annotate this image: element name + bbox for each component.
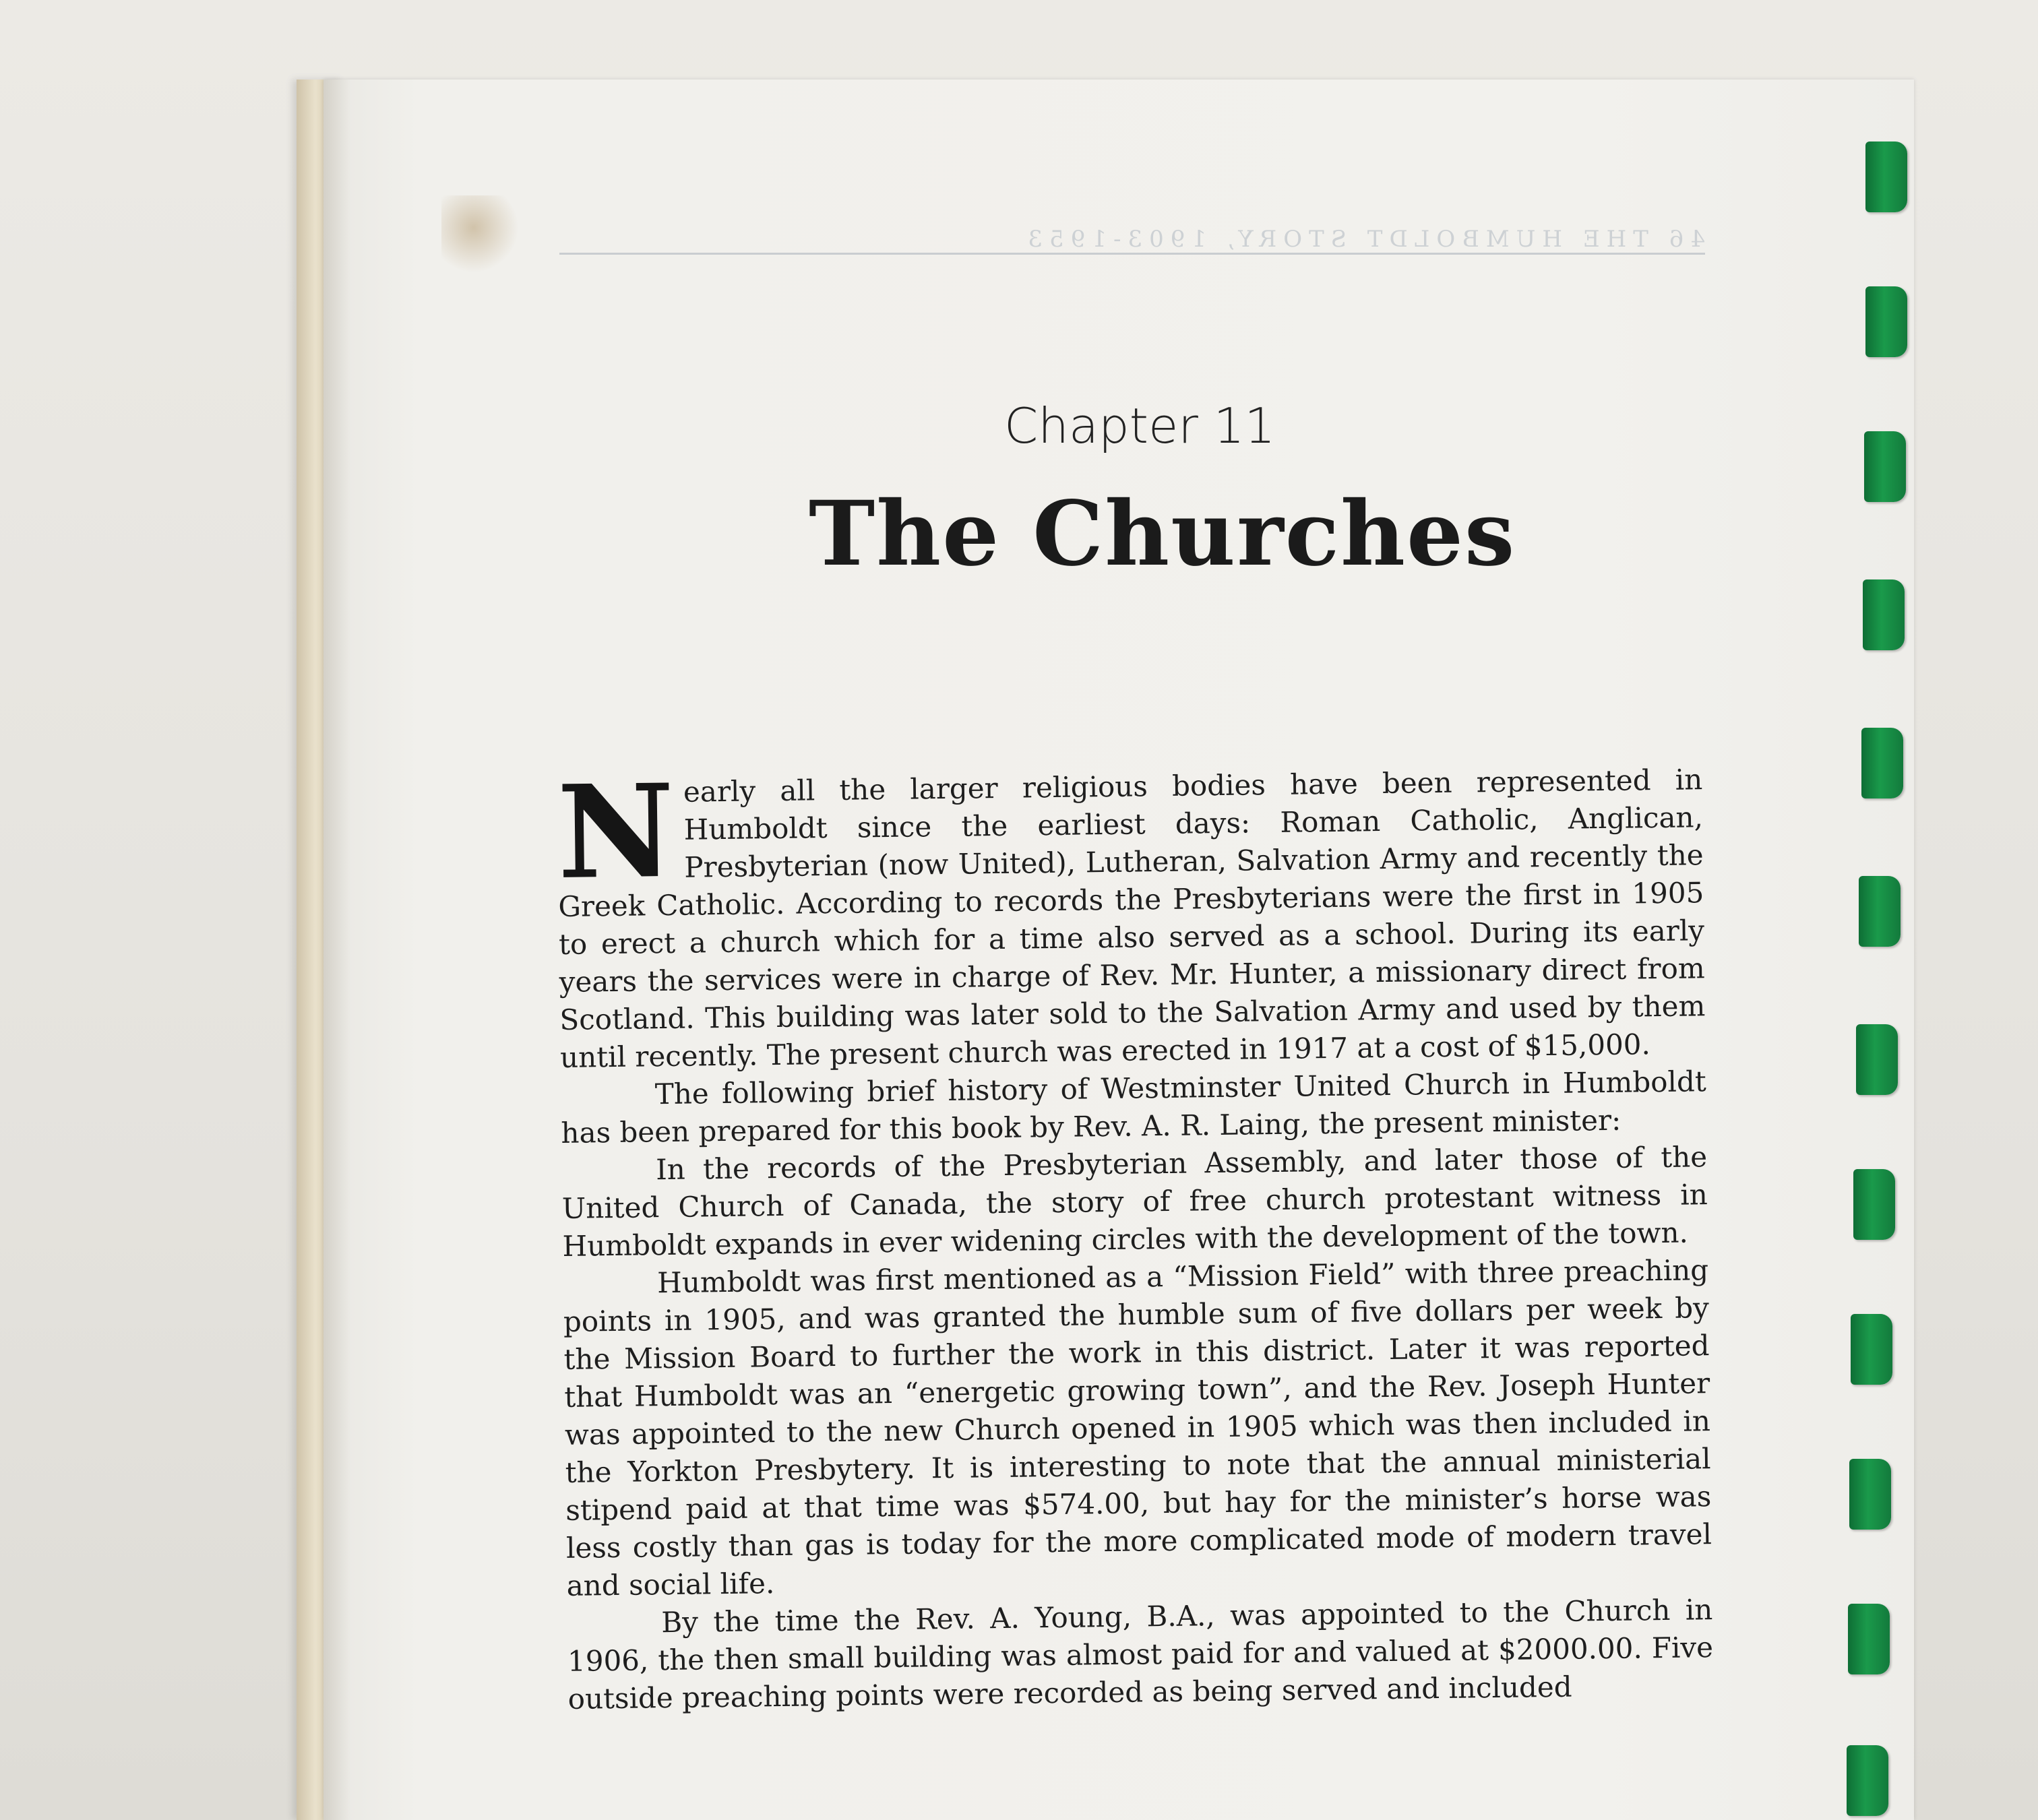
binding-coil — [1851, 1314, 1892, 1385]
chapter-title: The Churches — [809, 482, 1516, 586]
chapter-body — [556, 755, 1714, 1718]
paper-stain — [441, 195, 522, 276]
chapter-label: Chapter 11 — [1004, 398, 1276, 454]
binding-coil — [1861, 728, 1903, 798]
paragraph-3: In the records of the Presbyterian Assembly, and later those of the United Church of Canada, the story of free church protestant witness in Humboldt expands in ever widening circles with the development of the town. — [561, 1140, 1708, 1263]
paragraph-2: The following brief history of Westminster United Church in Humboldt has been prepared for this book by Rev. A. R. Laing, the present minister: — [561, 1065, 1706, 1150]
binding-coil — [1864, 431, 1906, 502]
binding-coil — [1847, 1745, 1888, 1816]
binding-coil — [1853, 1169, 1895, 1240]
paragraph-4: Humboldt was first mentioned as a “Mission Field” with three preaching points in 1905, and was granted the humble sum of five dollars per week by the Mission Board to further the work in this district. Later it was reported that Humboldt was an “energetic growing town”, and the Rev. Joseph Hunter was appointed to the new Church opened in 1905 which was then included in the Yorkton Presbytery. It is interesting to note that the annual ministerial stipend paid at that time was $574.00, but hay for the minister’s horse was less costly than gas is today for the more complicated mode of modern travel and social life. — [563, 1253, 1712, 1602]
drop-cap: N — [556, 755, 676, 908]
binding-coil — [1848, 1604, 1890, 1674]
binding-coil — [1856, 1024, 1898, 1095]
binding-coil — [1859, 876, 1901, 947]
page-gutter-shadow — [323, 80, 350, 1820]
paragraph-1-text: early all the larger religious bodies have been represented in Humboldt since the earliest days: Roman Catholic, Anglican, Presbyterian (now United), Lutheran, Salvation Army and recently the Greek Catholic. According to records the Presbyterians were the first in 1905 to erect a church which for a time also served as a school. During its early years the services were in charge of Rev. Mr. Hunter, a missionary direct from Scotland. This building was later sold to the Salvation Army and used by them until recently. The present church was erected in 1917 at a cost of $15,000. — [558, 763, 1706, 1074]
running-head-rule — [559, 253, 1705, 255]
binding-coil — [1849, 1459, 1891, 1530]
binding-coil — [1865, 286, 1907, 357]
paragraph-5: By the time the Rev. A. Young, B.A., was appointed to the Church in 1906, the then small building was almost paid for and valued at $2000.00. Five outside preaching points were recorded as being served and included — [567, 1593, 1714, 1716]
spiral-binding — [1839, 121, 1919, 1820]
bleed-through-running-head: 46 THE HUMBOLDT STORY, 1903-1953 — [1021, 226, 1705, 253]
paragraph-1 — [556, 755, 1706, 1077]
binding-coil — [1865, 142, 1907, 212]
binding-coil — [1863, 579, 1905, 650]
